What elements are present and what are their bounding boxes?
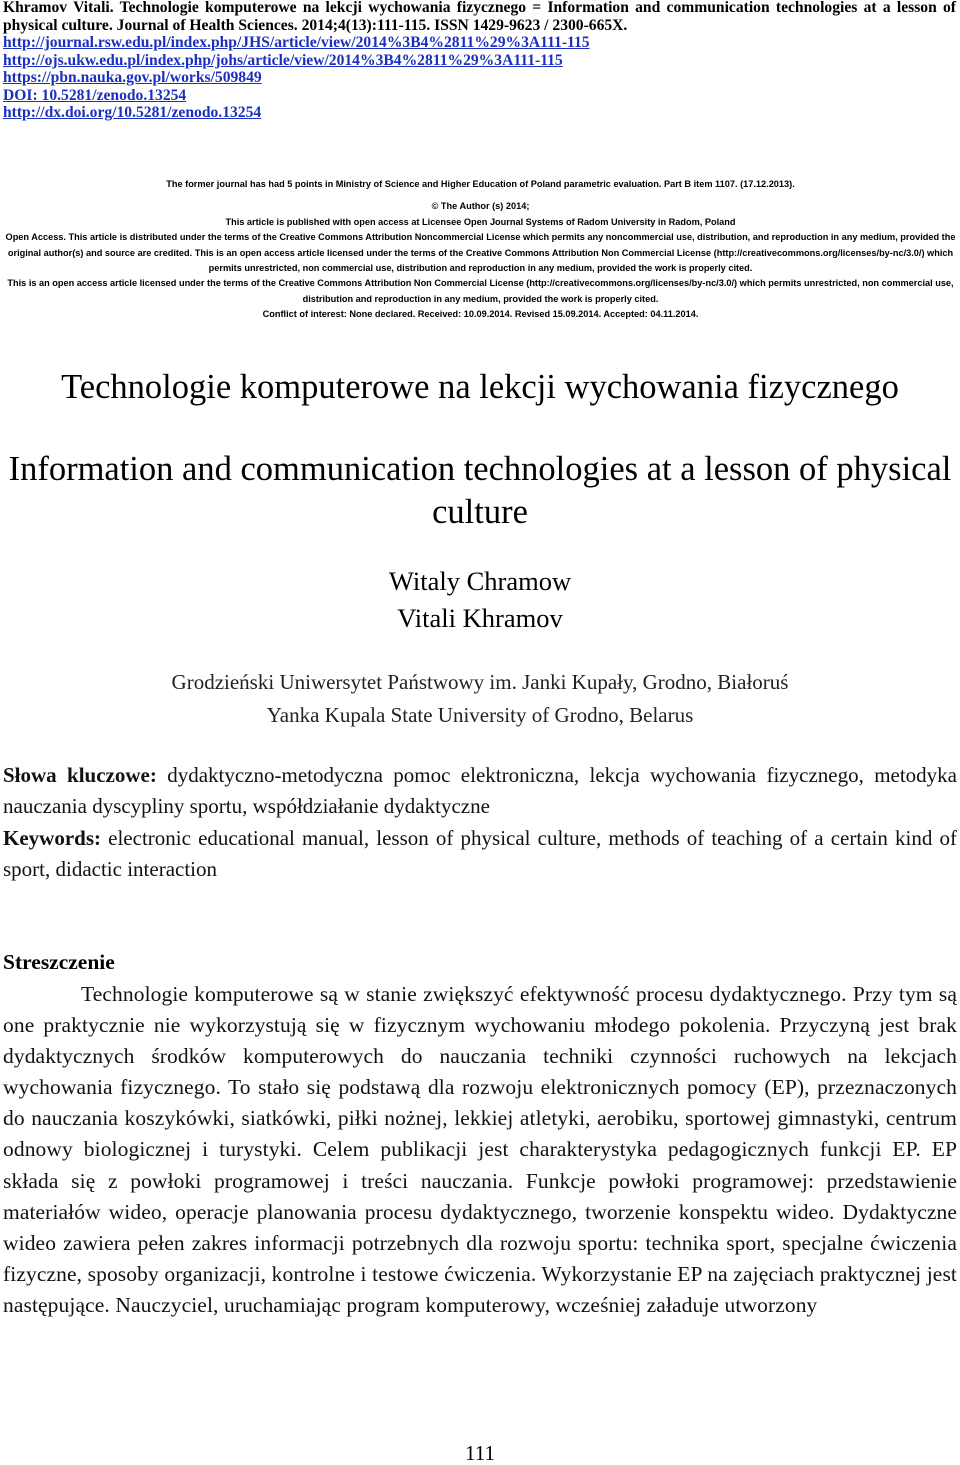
page-number: 111 [465,1441,495,1465]
doi-link[interactable]: http://dx.doi.org/10.5281/zenodo.13254 [3,104,262,121]
keywords-polish-label: Słowa kluczowe: [3,763,157,787]
keywords-english [3,823,957,885]
pbn-link[interactable]: https://pbn.nauka.gov.pl/works/509849 [3,69,262,86]
abstract-heading: Streszczenie [3,950,115,974]
keywords-polish-text: dydaktyczno-metodyczna pomoc elektroniczna, lekcja wychowania fizycznego, metodyka nauczania dyscypliny sportu, współdziałanie dydaktyczne [3,763,957,818]
author-name-english: Vitali Khramov [397,603,563,633]
open-access-note: This is an open access article licensed under the terms of the Creative Commons Attribution Non Commercial License (http://creativecommons.org/licenses/by-nc/3.0/) which permits unrestricted, non commercial use, distribution and reproduction in any medium, provided the work is properly cited. [7,278,954,304]
abstract-body: Technologie komputerowe są w stanie zwiększyć efektywność procesu dydaktycznego. Przy tym są one praktycznie nie wykorzystują się w fizycznym wychowaniu młodego pokolenia. Przyczyną jest brak dydaktycznych środków komputerowych do nauczania techniki czynności ruchowych na lekcjach wychowania fizycznego. To stało się podstawą dla rozwoju elektronicznych pomocy (EP), przeznaczonych do nauczania koszykówki, siatkówki, piłki nożnej, lekkiej atletyki, aerobiku, sportowej gimnastyki, centrum odnowy biologicznej i turystyki. Celem publikacji jest charakterystyka pedagogicznych funkcji EP. EP składa się z powłoki programowej i treści nauczania. Funkcje powłoki programowej: przedstawienie materiałów wideo, operacje planowania procesu dydaktycznego, tworzenie konspektu wideo. Dydaktyczne wideo zawiera pełen zakres informacji potrzebnych dla rozwoju sportu: technika sport, specjalne ćwiczenia fizyczne, sposoby organizacji, kontrolne i testowe ćwiczenia. Wykorzystanie EP na zajęciach praktycznej jest następujące. Nauczyciel, uruchamiając program komputerowy, wcześniej załaduje utworzony [3,982,957,1317]
doi-text-link[interactable]: DOI: 10.5281/zenodo.13254 [3,86,187,104]
copyright-line: © The Author (s) 2014; [431,201,530,212]
keywords-english-text: electronic educational manual, lesson of physical culture, methods of teaching of a certain kind of sport, didactic interaction [3,826,957,881]
published-line: This article is published with open access at Licensee Open Journal Systems of Radom University in Radom, Poland [225,216,736,227]
citation-block [3,0,956,122]
license-block [3,177,958,323]
title-english: Information and communication technologies at a lesson of physical culture [8,450,952,531]
affiliation-english: Yanka Kupala State University of Grodno, Belarus [266,703,694,727]
affiliation-polish: Grodzieński Uniwersytet Państwowy im. Janki Kupały, Grodno, Białoruś [171,670,789,694]
title-polish: Technologie komputerowe na lekcji wychowania fizycznego [61,368,899,406]
keywords-polish [3,760,957,822]
conflict-line: Conflict of interest: None declared. Received: 10.09.2014. Revised 15.09.2014. Accepted: 04.11.2014. [262,309,699,320]
citation-text: Khramov Vitali. Technologie komputerowe na lekcji wychowania fizycznego = Information and communication technologies at a lesson of physical culture. Journal of Health Sciences. 2014;4(13):111-115. ISSN 1429-9623 / 2300-665X. [3,0,956,34]
keywords-english-label: Keywords: [3,826,101,850]
author-name-polish: Witaly Chramow [388,566,572,596]
open-access-text: Open Access. This article is distributed under the terms of the Creative Commons Attribution Noncommercial License which permits any noncommercial use, distribution, and reproduction in any medium, provided the original author(s) and source are credited. This is an open access article licensed under the terms of the Creative Commons Attribution Non Commercial License (http://creativecommons.org/licenses/by-nc/3.0/) which permits unrestricted, non commercial use, distribution and reproduction in any medium, provided the work is properly cited. [5,232,956,274]
points-note: The former journal has had 5 points in Ministry of Science and Higher Education of Poland parametric evaluation. Part B item 1107. (17.12.2013). [166,179,795,189]
ojs-link[interactable]: http://ojs.ukw.edu.pl/index.php/johs/article/view/2014%3B4%2811%29%3A111-115 [3,51,563,69]
journal-link[interactable]: http://journal.rsw.edu.pl/index.php/JHS/article/view/2014%3B4%2811%29%3A111-115 [3,34,590,51]
citation-links [3,34,956,122]
